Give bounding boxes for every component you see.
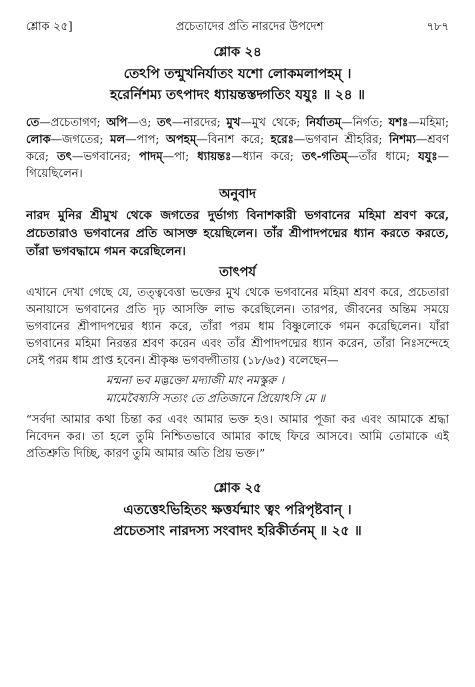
verse-24-text bbox=[26, 64, 449, 106]
synonym-meaning: —পাপ; bbox=[125, 132, 167, 146]
synonym-word: যশঃ bbox=[388, 115, 409, 129]
synonym-word: তৎ-গতিম্ bbox=[301, 149, 348, 163]
synonym-word: তৎ bbox=[156, 115, 172, 129]
synonym-meaning: —প্রচেতাগণ; bbox=[39, 115, 107, 129]
synonym-meaning: —তাঁর ধামে; bbox=[347, 149, 419, 163]
synonym-meaning: —মহিমা; bbox=[408, 115, 449, 129]
verse-25-line-2: প্রচেতসাং নারদস্য সংবাদং হরিকীর্তনম্ ॥ ২৫ ॥ bbox=[113, 523, 362, 539]
synonym-word: তৎ bbox=[57, 149, 72, 163]
synonym-meaning: —ও; bbox=[127, 115, 157, 129]
running-head bbox=[26, 18, 449, 40]
synonym-meaning: —বিনাশ করে; bbox=[196, 132, 271, 146]
verse-24-line-1: তেঽপি তন্মুখনির্যাতং যশো লোকমলাপহম্ । bbox=[123, 66, 352, 82]
verse-24-line-2: হরের্নিশম্য তৎপাদং ধ্যায়ন্তস্তদ্গতিং যযুঃ ॥ ২৪ ॥ bbox=[110, 87, 365, 103]
purport-heading: তাৎপর্য bbox=[219, 265, 256, 280]
synonym-meaning: —শ্রবণ করে; bbox=[26, 132, 449, 163]
running-head-verse-ref: শ্লোক ২৫] bbox=[26, 19, 73, 33]
verse-25-heading: শ্লোক ২৫ bbox=[213, 481, 262, 496]
verse-24-synonyms bbox=[26, 114, 449, 182]
synonym-meaning: —ভগবান শ্রীহরির; bbox=[293, 132, 390, 146]
gita-quote-translation: “সর্বদা আমার কথা চিন্তা কর এবং আমার ভক্ত হও। আমার পূজা কর এবং আমাকে শ্রদ্ধা নিবেদন কর। তা হলে তুমি নিশ্চিতভাবে আমার কাছে ফিরে আসবে। আমি তোমাকে এই প্রতিশ্রুতি দিচ্ছি, কারণ তুমি আমার অতি প্রিয় ভক্ত।” bbox=[26, 412, 449, 460]
synonym-meaning: —পা; bbox=[162, 149, 198, 163]
page-number: ৭৮৭ bbox=[426, 19, 449, 33]
synonym-word: তে bbox=[26, 115, 40, 129]
synonym-meaning: —জগতের; bbox=[50, 132, 111, 146]
verse-25-line-1: এতত্তেঽভিহিতং ক্ষত্তর্যন্মাং ত্বং পরিপৃষ্টবান্ । bbox=[123, 502, 352, 518]
synonym-word: মল bbox=[110, 132, 126, 146]
synonym-word: নিশম্য bbox=[389, 132, 416, 146]
synonym-meaning: —ভগবানের; bbox=[71, 149, 140, 163]
synonym-meaning: —ধ্যান করে; bbox=[231, 149, 302, 163]
synonym-meaning: —মুখ থেকে; bbox=[240, 115, 307, 129]
synonym-word: অপি bbox=[106, 115, 128, 129]
verse-25-text bbox=[26, 500, 449, 542]
synonym-meaning: —গিয়েছিলেন। bbox=[26, 149, 450, 180]
synonym-word: অপহম্ bbox=[166, 132, 197, 146]
synonym-meaning: —নির্গত; bbox=[341, 115, 389, 129]
synonym-meaning: —নারদের; bbox=[171, 115, 227, 129]
running-head-title: প্রচেতাদের প্রতি নারদের উপদেশ bbox=[175, 19, 324, 33]
synonym-word: লোক bbox=[26, 132, 51, 146]
gita-quote-line-2: মামেবৈষ্যসি সত্যং তে প্রতিজানে প্রিয়োঽসি মে ॥ bbox=[106, 391, 326, 405]
synonym-word: যযুঃ bbox=[418, 149, 438, 163]
synonym-word: মুখ bbox=[226, 115, 241, 129]
synonym-word: পাদম্ bbox=[139, 149, 163, 163]
synonym-word: ধ্যায়ন্তঃ bbox=[197, 149, 232, 163]
gita-quote-line-1: মন্মনা ভব মদ্ভক্তো মদ্যাজী মাং নমস্কুরু । bbox=[106, 373, 284, 387]
verse-24-heading: শ্লোক ২৪ bbox=[213, 45, 262, 60]
purport-text: এখানে দেখা গেছে যে, তত্ত্ববেত্তা ভক্তের মুখ থেকে ভগবানের মহিমা শ্রবণ করে, প্রচেতারা অনায়াসে ভগবানের প্রতি দৃঢ় আসক্তি লাভ করেছিলেন। তারপর, জীবনের অন্তিম সময়ে ভগবানের শ্রীপাদপদ্মের ধ্যান করে, তাঁরা পরম ধাম বিষ্ণুলোকে গমন করেছিলেন। যাঁরা ভগবানের মহিমা নিরন্তর শ্রবণ করেন এবং তাঁর শ্রীপাদপদ্মের ধ্যান করেন, তাঁরা নিঃসন্দেহে সেই পরম ধাম প্রাপ্ত হবেন। শ্রীকৃষ্ণ ভগবদ্গীতায় (১৮/৬৫) বলেছেন— bbox=[26, 285, 449, 367]
translation-heading: অনুবাদ bbox=[219, 187, 256, 202]
translation-text: নারদ মুনির শ্রীমুখ থেকে জগতের দুর্ভাগ্য বিনাশকারী ভগবানের মহিমা শ্রবণ করে, প্রচেতারাও ভগবানের প্রতি আসক্ত হয়েছিলেন। তাঁর শ্রীপাদপদ্মের ধ্যান করতে করতে, তাঁরা ভগবদ্ধামে গমন করেছিলেন। bbox=[26, 208, 449, 258]
synonym-word: হরেঃ bbox=[270, 132, 294, 146]
gita-quote bbox=[26, 371, 449, 407]
synonym-word: নির্যাতম্ bbox=[306, 115, 342, 129]
